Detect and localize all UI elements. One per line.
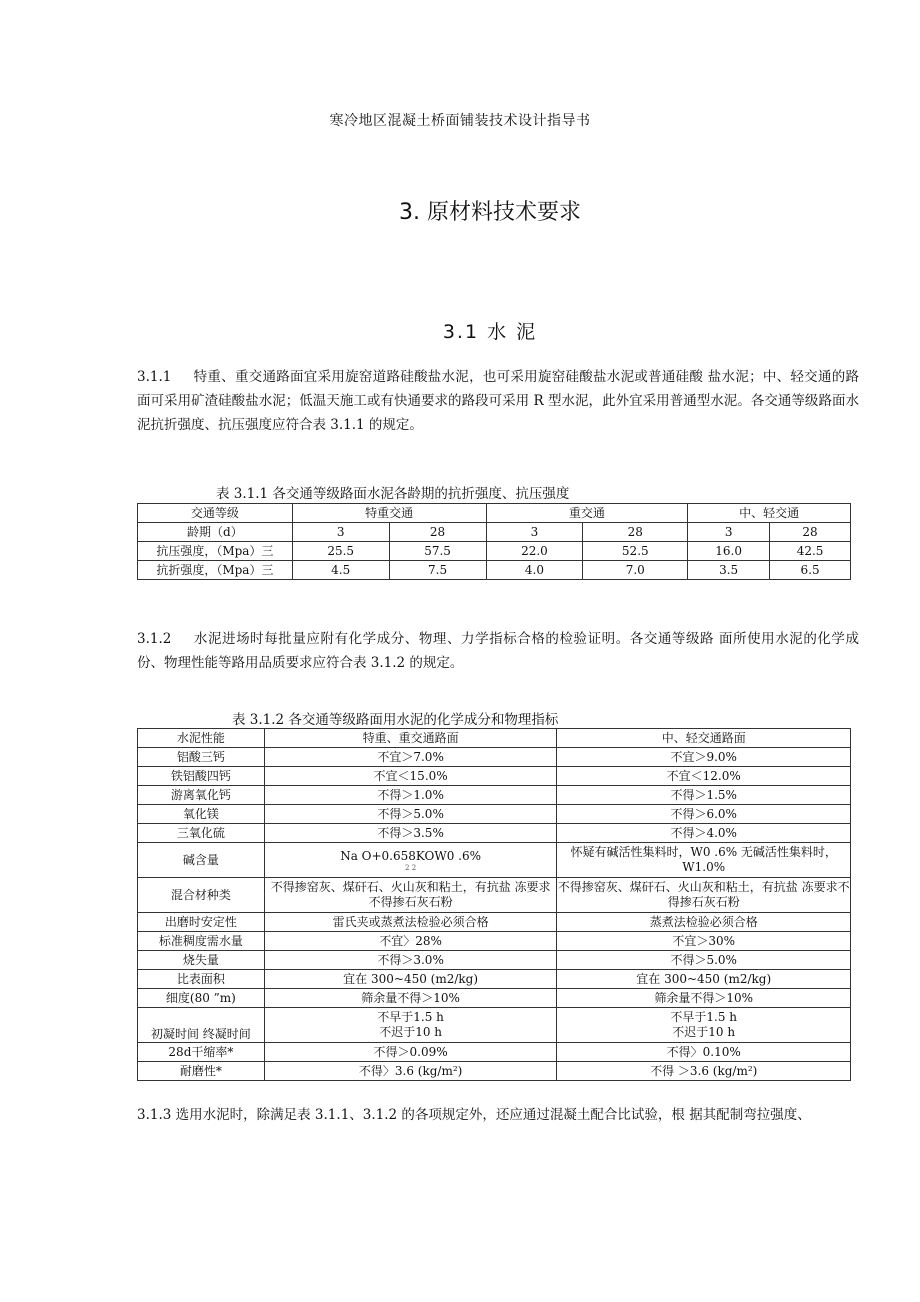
row-label: 抗折强度，（Mpa）三	[138, 561, 293, 580]
age-cell: 3	[486, 523, 583, 542]
header-cell: 龄期（d）	[138, 523, 293, 542]
row-label: 烧失量	[138, 951, 265, 970]
paragraph-3-1-1	[137, 365, 859, 437]
row-label: 标准稠度需水量	[138, 932, 265, 951]
paragraph-text: 特重、重交通路面宜采用旋窑道路硅酸盐水泥，也可采用旋窑硅酸盐水泥或普通硅酸 盐水泥；中、轻交通的路面可采用矿渣硅酸盐水泥；低温天施工或有快通要求的路段可采用 R 型水泥，此外宜采用普通型水泥。各交通等级路面水泥抗折强度、抗压强度应符合表 3.1.1 的规定。	[137, 369, 859, 433]
table-row	[138, 542, 851, 561]
table-row	[138, 561, 851, 580]
final-setting: 不迟于10 h	[672, 1025, 736, 1039]
value-cell: 不得＞3.5%	[264, 824, 557, 843]
value-cell: 不宜＞9.0%	[557, 748, 851, 767]
section-title: 3.1 水 泥	[442, 321, 538, 343]
value-cell: 42.5	[770, 542, 851, 561]
initial-setting: 不早于1.5 h	[670, 1010, 738, 1024]
value-cell: 不得掺窑灰、煤矸石、火山灰和粘土，有抗盐 冻要求不得掺石灰石粉	[264, 878, 557, 913]
header-cell: 中、轻交通路面	[557, 729, 851, 748]
table-row	[138, 878, 851, 913]
value-cell: 52.5	[583, 542, 688, 561]
row-label: 混合材种类	[138, 878, 265, 913]
value-cell	[557, 1008, 851, 1043]
table-row	[138, 504, 851, 523]
table-row	[138, 989, 851, 1008]
row-label: 抗压强度，（Mpa）三	[138, 542, 293, 561]
alkali-formula: Na O+0.658KOW0 .6%	[340, 848, 482, 863]
paragraph-text: 水泥进场时每批量应附有化学成分、物理、力学指标合格的检验证明。各交通等级路 面所使用水泥的化学成份、物理性能等路用品质要求应符合表 3.1.2 的规定。	[137, 631, 859, 671]
value-cell: 不得掺窑灰、煤矸石、火山灰和粘土，有抗盐 冻要求不得掺石灰石粉	[557, 878, 851, 913]
value-cell: 不得 ＞3.6 (kg/m²)	[557, 1062, 851, 1081]
table-row	[138, 729, 851, 748]
header-cell: 重交通	[486, 504, 688, 523]
row-label: 比表面积	[138, 970, 265, 989]
value-cell: 4.5	[292, 561, 389, 580]
row-label: 出磨时安定性	[138, 913, 265, 932]
table-row	[138, 805, 851, 824]
value-cell: 16.0	[688, 542, 770, 561]
value-cell: 7.5	[389, 561, 486, 580]
header-cell: 特重交通	[292, 504, 486, 523]
header-cell: 水泥性能	[138, 729, 265, 748]
table-row	[138, 1062, 851, 1081]
row-label: 游离氧化钙	[138, 786, 265, 805]
value-cell: 不得〉3.6 (kg/m²)	[264, 1062, 557, 1081]
value-cell: 不得＞1.5%	[557, 786, 851, 805]
age-cell: 28	[770, 523, 851, 542]
row-label: 初凝时间 终凝时间	[138, 1008, 265, 1043]
value-cell: 筛余量不得＞10%	[264, 989, 557, 1008]
value-cell: 不得＞0.09%	[264, 1043, 557, 1062]
value-cell: 6.5	[770, 561, 851, 580]
page-header: 寒冷地区混凝土桥面铺装技术设计指导书	[329, 113, 591, 129]
table-3-1-2-caption: 表 3.1.2 各交通等级路面用水泥的化学成分和物理指标	[232, 712, 559, 728]
value-cell: 雷氏夹或蒸煮法检验必须合格	[264, 913, 557, 932]
row-label: 28d干缩率*	[138, 1043, 265, 1062]
value-cell: 7.0	[583, 561, 688, 580]
value-cell: 不宜＞30%	[557, 932, 851, 951]
table-row	[138, 824, 851, 843]
value-cell: 不宜＜15.0%	[264, 767, 557, 786]
age-cell: 28	[583, 523, 688, 542]
age-cell: 3	[292, 523, 389, 542]
value-cell: 筛余量不得＞10%	[557, 989, 851, 1008]
value-cell: 不得〉0.10%	[557, 1043, 851, 1062]
value-cell: 不宜＞7.0%	[264, 748, 557, 767]
value-cell: 不得＞4.0%	[557, 824, 851, 843]
value-cell: 3.5	[688, 561, 770, 580]
row-label: 耐磨性*	[138, 1062, 265, 1081]
table-row	[138, 951, 851, 970]
value-cell: 宜在 300~450 (m2/kg)	[557, 970, 851, 989]
table-row	[138, 932, 851, 951]
row-label: 三氧化硫	[138, 824, 265, 843]
value-cell: 不得＞3.0%	[264, 951, 557, 970]
age-cell: 28	[389, 523, 486, 542]
header-cell: 交通等级	[138, 504, 293, 523]
table-row	[138, 786, 851, 805]
row-label: 铁铝酸四钙	[138, 767, 265, 786]
paragraph-number: 3.1.1	[137, 369, 172, 385]
value-cell: 22.0	[486, 542, 583, 561]
final-setting: 不迟于10 h	[379, 1025, 443, 1039]
paragraph-3-1-2	[137, 627, 859, 675]
value-cell: 不得＞1.0%	[264, 786, 557, 805]
value-cell	[264, 1008, 557, 1043]
row-label: 铝酸三钙	[138, 748, 265, 767]
value-cell: 不宜〉28%	[264, 932, 557, 951]
value-cell: 不得＞5.0%	[557, 951, 851, 970]
value-cell: 4.0	[486, 561, 583, 580]
value-cell: 怀疑有碱活性集料时，W0 .6% 无碱活性集料时，W1.0%	[557, 843, 851, 878]
header-cell: 特重、重交通路面	[264, 729, 557, 748]
initial-setting: 不早于1.5 h	[377, 1010, 444, 1024]
paragraph-3-1-3: 3.1.3 选用水泥时，除满足表 3.1.1、3.1.2 的各项规定外，还应通过混凝土配合比试验，根 据其配制弯拉强度、	[137, 1107, 811, 1123]
table-row	[138, 523, 851, 542]
row-label: 细度(80 ”m)	[138, 989, 265, 1008]
table-row	[138, 767, 851, 786]
table-3-1-1	[137, 503, 851, 580]
alkali-subscript: 2 2	[405, 863, 417, 872]
table-row	[138, 1008, 851, 1043]
value-cell: 57.5	[389, 542, 486, 561]
chapter-title: 3. 原材料技术要求	[399, 200, 581, 225]
value-cell: 蒸煮法检验必须合格	[557, 913, 851, 932]
value-cell: 25.5	[292, 542, 389, 561]
value-cell	[264, 843, 557, 878]
row-label: 氧化镁	[138, 805, 265, 824]
value-cell: 宜在 300~450 (m2/kg)	[264, 970, 557, 989]
value-cell: 不得＞5.0%	[264, 805, 557, 824]
table-row	[138, 1043, 851, 1062]
table-3-1-1-caption: 表 3.1.1 各交通等级路面水泥各龄期的抗折强度、抗压强度	[216, 486, 570, 502]
value-cell: 不宜＜12.0%	[557, 767, 851, 786]
table-row	[138, 913, 851, 932]
table-3-1-2	[137, 728, 851, 1081]
table-row	[138, 970, 851, 989]
age-cell: 3	[688, 523, 770, 542]
row-label: 碱含量	[138, 843, 265, 878]
header-cell: 中、轻交通	[688, 504, 851, 523]
value-cell: 不得＞6.0%	[557, 805, 851, 824]
table-row	[138, 748, 851, 767]
table-row	[138, 843, 851, 878]
paragraph-number: 3.1.2	[137, 631, 172, 647]
